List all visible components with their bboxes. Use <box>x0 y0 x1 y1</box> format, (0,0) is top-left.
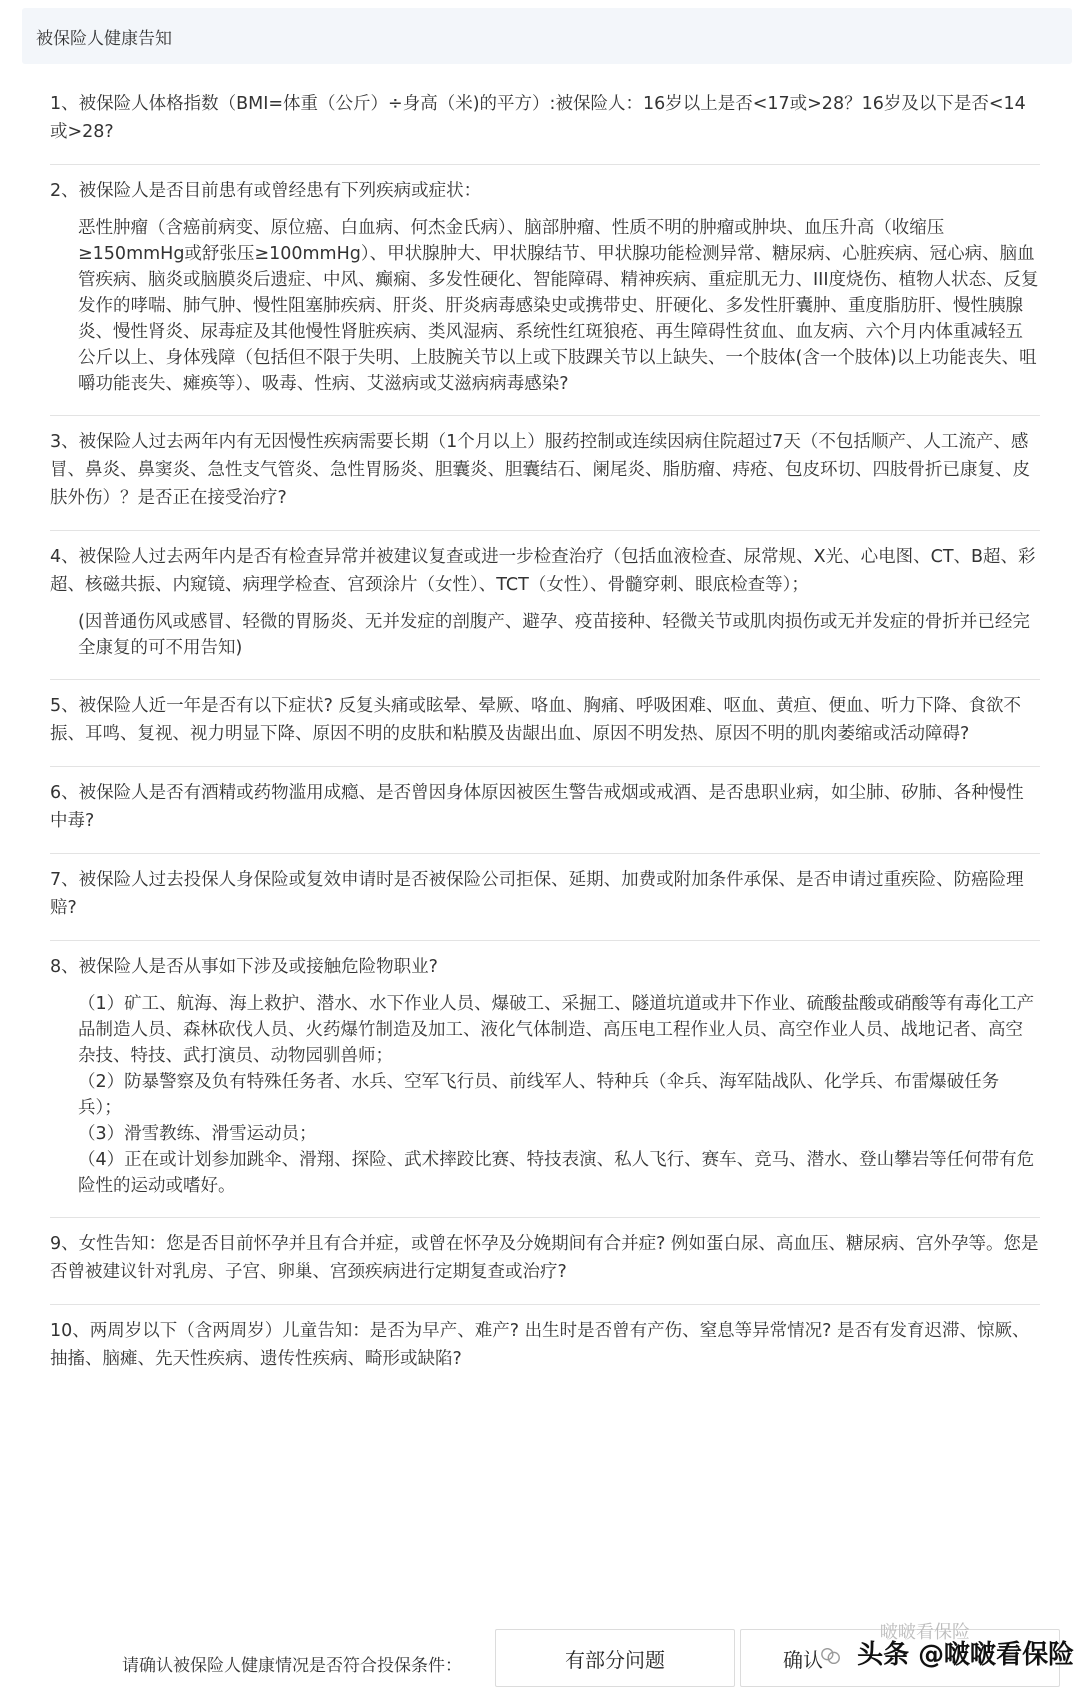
question-1 <box>50 78 1040 165</box>
question-6 <box>50 767 1040 854</box>
question-text: 3、被保险人过去两年内有无因慢性疾病需要长期（1个月以上）服药控制或连续因病住院超过7天（不包括顺产、人工流产、感冒、鼻炎、鼻窦炎、急性支气管炎、急性胃肠炎、胆囊炎、胆囊结石、阑尾炎、脂肪瘤、痔疮、包皮环切、四肢骨折已康复、皮肤外伤）？是否正在接受治疗? <box>50 432 1030 508</box>
question-text: 10、两周岁以下（含两周岁）儿童告知：是否为早产、难产? 出生时是否曾有产伤、窒息等异常情况? 是否有发育迟滞、惊厥、抽搐、脑瘫、先天性疾病、遗传性疾病、畸形或缺陷? <box>50 1321 1030 1369</box>
occupation-item: （2）防暴警察及负有特殊任务者、水兵、空军飞行员、前线军人、特种兵（伞兵、海军陆战队、化学兵、布雷爆破任务兵）； <box>78 1072 1000 1118</box>
watermark-text: 头条 @啵啵看保险 <box>857 1640 1075 1670</box>
occupation-item: （3）滑雪教练、滑雪运动员； <box>78 1124 317 1144</box>
question-3 <box>50 416 1040 531</box>
question-8 <box>50 941 1040 1218</box>
watermark-logo-icon <box>820 1645 842 1667</box>
question-detail <box>50 991 1040 1199</box>
occupation-item: （1）矿工、航海、海上救护、潜水、水下作业人员、爆破工、采掘工、隧道坑道或井下作业、硫酸盐酸或硝酸等有毒化工产品制造人员、森林砍伐人员、火药爆竹制造及加工、液化气体制造、高压电工程作业人员、高空作业人员、战地记者、高空杂技、特技、武打演员、动物园驯兽师； <box>78 994 1035 1066</box>
question-5 <box>50 680 1040 767</box>
question-text: 5、被保险人近一年是否有以下症状? 反复头痛或眩晕、晕厥、咯血、胸痛、呼吸困难、呕血、黄疸、便血、听力下降、食欲不振、耳鸣、复视、视力明显下降、原因不明的皮肤和粘膜及齿龈出血、原因不明发热、原因不明的肌肉萎缩或活动障碍? <box>50 696 1021 744</box>
question-text: 2、被保险人是否目前患有或曾经患有下列疾病或症状： <box>50 181 482 201</box>
question-detail: (因普通伤风或感冒、轻微的胃肠炎、无并发症的剖腹产、避孕、疫苗接种、轻微关节或肌肉损伤或无并发症的骨折并已经完全康复的可不用告知) <box>78 612 1030 658</box>
question-9 <box>50 1218 1040 1305</box>
has-issues-button[interactable]: 有部分问题 <box>495 1629 735 1687</box>
occupation-item: （4）正在或计划参加跳伞、滑翔、探险、武术摔跤比赛、特技表演、私人飞行、赛车、竞马、潜水、登山攀岩等任何带有危险性的运动或嗜好。 <box>78 1150 1035 1196</box>
confirm-button[interactable]: 确认 <box>740 1629 1060 1687</box>
confirm-prompt: 请确认被保险人健康情况是否符合投保条件： <box>122 1656 462 1676</box>
question-text: 9、女性告知：您是否目前怀孕并且有合并症，或曾在怀孕及分娩期间有合并症? 例如蛋白尿、高血压、糖尿病、宫外孕等。您是否曾被建议针对乳房、子宫、卵巢、宫颈疾病进行定期复查或治疗? <box>50 1234 1039 1282</box>
question-2 <box>50 165 1040 416</box>
question-4 <box>50 531 1040 680</box>
question-detail: 恶性肿瘤（含癌前病变、原位癌、白血病、何杰金氏病）、脑部肿瘤、性质不明的肿瘤或肿块、血压升高（收缩压≥150mmHg或舒张压≥100mmHg）、甲状腺肿大、甲状腺结节、甲状腺功能检测异常、糖尿病、心脏疾病、冠心病、脑血管疾病、脑炎或脑膜炎后遗症、中风、癫痫、多发性硬化、智能障碍、精神疾病、重症肌无力、III度烧伤、植物人状态、反复发作的哮喘、肺气肿、慢性阻塞肺疾病、肝炎、肝炎病毒感染史或携带史、肝硬化、多发性肝囊肿、重度脂肪肝、慢性胰腺炎、慢性肾炎、尿毒症及其他慢性肾脏疾病、类风湿病、系统性红斑狼疮、再生障碍性贫血、血友病、六个月内体重减轻五公斤以上、身体残障（包括但不限于失明、上肢腕关节以上或下肢踝关节以上缺失、一个肢体(含一个肢体)以上功能丧失、咀嚼功能丧失、瘫痪等）、吸毒、性病、艾滋病或艾滋病病毒感染? <box>78 218 1039 394</box>
watermark-faint: 啵啵看保险 <box>880 1622 970 1643</box>
page-title: 被保险人健康告知 <box>36 29 172 49</box>
question-text: 6、被保险人是否有酒精或药物滥用成瘾、是否曾因身体原因被医生警告戒烟或戒酒、是否患职业病，如尘肺、矽肺、各种慢性中毒? <box>50 783 1024 831</box>
question-text: 7、被保险人过去投保人身保险或复效申请时是否被保险公司拒保、延期、加费或附加条件承保、是否申请过重疾险、防癌险理赔? <box>50 870 1024 918</box>
watermark <box>820 1634 1074 1671</box>
question-text: 1、被保险人体格指数（BMI=体重（公斤）÷身高（米)的平方）:被保险人：16岁以上是否<17或>28？16岁及以下是否<14或>28? <box>50 94 1026 142</box>
page-header <box>22 8 1072 64</box>
question-text: 4、被保险人过去两年内是否有检查异常并被建议复查或进一步检查治疗（包括血液检查、尿常规、X光、心电图、CT、B超、彩超、核磁共振、内窥镜、病理学检查、宫颈涂片（女性）、TCT（女性）、骨髓穿刺、眼底检查等）； <box>50 547 1036 595</box>
question-10 <box>50 1305 1040 1391</box>
question-text: 8、被保险人是否从事如下涉及或接触危险物职业? <box>50 957 438 977</box>
question-7 <box>50 854 1040 941</box>
question-list <box>50 78 1040 1391</box>
